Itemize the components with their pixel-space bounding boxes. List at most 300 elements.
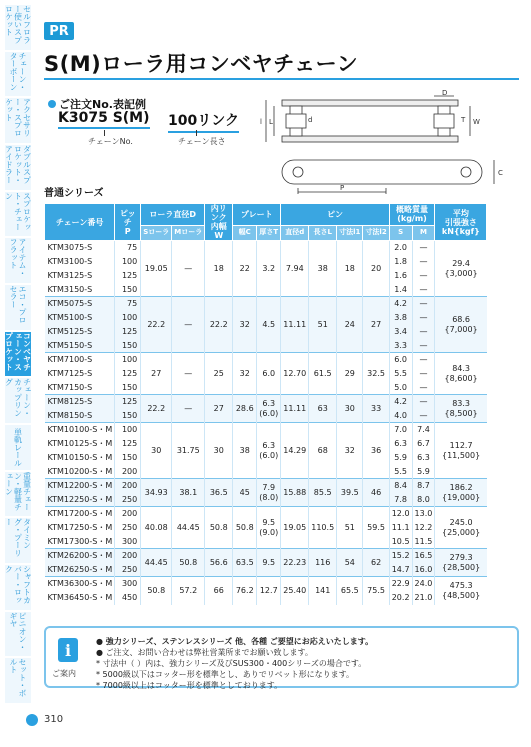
table-cell: 16.0 xyxy=(412,563,435,577)
table-cell: 150 xyxy=(115,339,141,353)
table-cell: 7.94 xyxy=(281,241,309,297)
notice-line: * 5000級以下はコッター形を標準とし、ありでリベット形になります。 xyxy=(96,670,354,679)
side-tab[interactable] xyxy=(4,284,32,331)
table-cell: KTM36450-S・M xyxy=(47,593,113,602)
table-cell: KTM17300-S・M xyxy=(47,536,113,546)
table-cell: KTM12200-S・M xyxy=(45,479,115,493)
table-cell: 14.29 xyxy=(281,423,309,479)
table-cell: 38 xyxy=(309,241,337,297)
table-cell: 7.4 xyxy=(412,423,435,437)
table-cell: 75 xyxy=(115,241,141,255)
col-chain-no: チェーン番号 xyxy=(45,204,115,241)
strength-kgf: {8,600} xyxy=(444,373,478,383)
table-cell: 6.3 xyxy=(412,451,435,465)
table-cell: 141 xyxy=(309,577,337,605)
table-cell: 56.6 xyxy=(205,549,233,577)
strength-kgf: {25,000} xyxy=(442,527,481,537)
table-cell: KTM5125-S xyxy=(45,325,115,339)
table-cell: — xyxy=(412,395,435,409)
table-cell: 20 xyxy=(363,241,389,297)
order-example-heading: ご注文No.表記例 xyxy=(48,96,146,112)
col-strength: 平均 引張強さ kN{kgf} xyxy=(435,204,487,241)
table-cell: 22.23 xyxy=(281,549,309,577)
table-cell: 22.2 xyxy=(141,395,172,423)
table-cell: KTM5100-S xyxy=(45,311,115,325)
table-cell: — xyxy=(412,353,435,367)
table-cell: KTM10200-S・M xyxy=(47,466,113,476)
table-cell: KTM17200-S・M xyxy=(45,507,115,521)
table-cell: 150 xyxy=(115,283,141,297)
table-row xyxy=(45,353,487,367)
table-cell: 20.2 xyxy=(389,591,412,605)
table-cell: 10.5 xyxy=(389,535,412,549)
table-cell: 32.5 xyxy=(363,353,389,395)
table-cell: 22.2 xyxy=(205,297,233,353)
side-index xyxy=(4,4,32,704)
table-cell xyxy=(257,395,281,423)
notice-line: ● ご注文、お問い合わせは弊社営業所までお願い致します。 xyxy=(96,648,313,657)
table-cell: 57.2 xyxy=(172,577,205,605)
table-cell: 62 xyxy=(363,549,389,577)
table-cell: 30 xyxy=(205,423,233,479)
plate-thickness: 6.3 xyxy=(262,398,276,408)
table-cell: 116 xyxy=(309,549,337,577)
table-cell: 15.88 xyxy=(281,479,309,507)
table-cell xyxy=(435,507,487,549)
table-cell xyxy=(257,241,281,297)
table-cell: 4.2 xyxy=(389,297,412,311)
table-cell: 110.5 xyxy=(309,507,337,549)
table-cell: 200 xyxy=(115,479,141,493)
table-cell: 3.4 xyxy=(389,325,412,339)
table-cell: 32 xyxy=(233,353,257,395)
side-tab[interactable] xyxy=(4,424,32,471)
table-row xyxy=(45,241,487,255)
table-cell xyxy=(257,549,281,577)
table-cell: 24.0 xyxy=(412,577,435,591)
table-row xyxy=(45,297,487,311)
table-cell: 5.9 xyxy=(412,465,435,479)
table-cell: 100 xyxy=(115,311,141,325)
table-cell: 30 xyxy=(141,423,172,479)
table-cell: 22.9 xyxy=(389,577,412,591)
table-cell: 50.8 xyxy=(172,549,205,577)
table-cell: 68 xyxy=(309,423,337,479)
table-cell: 45 xyxy=(233,479,257,507)
table-cell: 7.0 xyxy=(389,423,412,437)
table-cell: 38 xyxy=(233,423,257,479)
side-tab[interactable] xyxy=(4,377,32,424)
col-plate-c: 幅C xyxy=(233,225,257,240)
table-cell: 44.45 xyxy=(172,507,205,549)
notice-lines xyxy=(96,636,373,691)
table-cell: 75.5 xyxy=(363,577,389,605)
strength-kn: 475.3 xyxy=(449,580,473,590)
table-cell: 100 xyxy=(115,423,141,437)
table-cell: 5.0 xyxy=(389,381,412,395)
table-cell xyxy=(257,577,281,605)
table-cell: 13.0 xyxy=(412,507,435,521)
side-tab[interactable] xyxy=(4,471,32,518)
col-m-roller: Mローラ xyxy=(172,225,205,240)
table-cell: 36.5 xyxy=(205,479,233,507)
table-cell: 61.5 xyxy=(309,353,337,395)
side-tab-label: アクセサリー・スプロケット xyxy=(4,98,32,137)
strength-kn: 245.0 xyxy=(449,517,473,527)
dim-L-label: L xyxy=(269,118,273,126)
table-cell: 125 xyxy=(115,437,141,451)
table-cell: KTM3075-S xyxy=(45,241,115,255)
strength-kn: 112.7 xyxy=(449,440,473,450)
table-cell: 38.1 xyxy=(172,479,205,507)
table-cell: 27 xyxy=(363,297,389,353)
table-row xyxy=(45,395,487,409)
title-rule xyxy=(44,78,519,80)
order-example-link-note: チェーン長さ xyxy=(178,137,226,146)
table-cell: 32 xyxy=(233,297,257,353)
table-cell: 200 xyxy=(115,549,141,563)
notice-line: * 寸法中（ ）内は、強力シリーズ及びSUS300・400シリーズの場合です。 xyxy=(96,659,367,668)
table-cell: 50.8 xyxy=(205,507,233,549)
table-cell: 100 xyxy=(115,353,141,367)
table-cell: 300 xyxy=(115,577,141,591)
table-cell: 65.5 xyxy=(337,577,363,605)
strength-kn: 186.2 xyxy=(449,482,473,492)
table-cell: 1.6 xyxy=(389,269,412,283)
plate-thickness: 6.0 xyxy=(262,368,276,378)
table-cell: 6.3 xyxy=(389,437,412,451)
side-tab-label: ダブルスプロケット・アイドラー xyxy=(4,145,32,184)
side-tab-label: チェーン・ターボーン xyxy=(9,51,27,91)
table-cell: KTM17250-S・M xyxy=(47,523,113,532)
plate-thickness: 4.5 xyxy=(262,319,276,329)
table-cell: 6.7 xyxy=(412,437,435,451)
col-weight: 概略質量 (kg/m) xyxy=(389,204,435,226)
side-tab-label: エコ・プロセラー xyxy=(9,285,27,324)
side-tab[interactable] xyxy=(4,611,32,658)
order-example-code-note: チェーンNo. xyxy=(88,137,133,146)
dim-C-label: C xyxy=(498,169,503,177)
table-cell: KTM3125-S xyxy=(47,271,93,280)
info-icon: i xyxy=(58,638,78,662)
table-cell: 2.0 xyxy=(389,241,412,255)
table-cell: KTM26250-S・M xyxy=(45,563,115,577)
table-cell: 28.6 xyxy=(233,395,257,423)
table-cell: 51 xyxy=(337,507,363,549)
table-cell: — xyxy=(412,325,435,339)
col-pin-l1: 寸法l1 xyxy=(337,225,363,240)
table-cell xyxy=(435,395,487,423)
plate-thickness: 9.5 xyxy=(262,517,276,527)
side-tab-label: アイテム・フラット xyxy=(9,238,27,277)
table-cell: KTM10100-S・M xyxy=(45,423,115,437)
table-cell: 39.5 xyxy=(337,479,363,507)
table-cell: 40.08 xyxy=(141,507,172,549)
table-cell: 11.5 xyxy=(412,535,435,549)
table-row xyxy=(45,577,487,591)
side-tab[interactable] xyxy=(4,237,32,284)
table-cell: 5.5 xyxy=(389,367,412,381)
page-title: S(M)ローラ用コンベヤチェーン xyxy=(44,52,359,76)
table-cell: 125 xyxy=(115,367,141,381)
series-label: 普通シリーズ xyxy=(44,188,104,199)
plate-thickness: 3.2 xyxy=(262,263,276,273)
strength-kgf: {11,500} xyxy=(442,450,481,460)
side-tab-label: 重量チェーン・軽量チェーン xyxy=(4,471,32,511)
plate-thickness-alt: (6.0) xyxy=(259,408,279,418)
table-cell: 7.8 xyxy=(389,493,412,507)
table-cell: 12.0 xyxy=(389,507,412,521)
table-cell: 8.7 xyxy=(412,479,435,493)
table-cell xyxy=(435,297,487,353)
table-cell: KTM8125-S xyxy=(45,395,115,409)
table-cell: 5.9 xyxy=(389,451,412,465)
col-weight-s: S xyxy=(389,225,412,240)
col-s-roller: Sローラ xyxy=(141,225,172,240)
notice-box xyxy=(44,626,519,688)
table-cell: — xyxy=(412,241,435,255)
strength-kgf: {7,000} xyxy=(444,324,478,334)
table-cell: 30 xyxy=(337,395,363,423)
table-cell: 250 xyxy=(115,493,141,507)
table-cell: 25 xyxy=(205,353,233,395)
table-cell: 51 xyxy=(309,297,337,353)
col-plate: プレート xyxy=(233,204,281,226)
col-pitch: ピッチ P xyxy=(115,204,141,241)
order-example-code: K3075 S(M) xyxy=(58,110,150,129)
dim-T-label: T xyxy=(461,116,466,124)
side-tab[interactable] xyxy=(4,191,32,238)
table-cell: 32 xyxy=(337,423,363,479)
table-cell: 150 xyxy=(115,409,141,423)
strength-kgf: {19,000} xyxy=(442,492,481,502)
table-cell: KTM10150-S・M xyxy=(47,453,113,462)
table-cell: 450 xyxy=(115,591,141,605)
table-cell: KTM3150-S xyxy=(47,284,93,294)
pr-badge: PR xyxy=(44,22,74,40)
table-cell: 63 xyxy=(309,395,337,423)
table-cell xyxy=(435,423,487,479)
table-cell: 54 xyxy=(337,549,363,577)
table-cell: 8.0 xyxy=(412,493,435,507)
table-cell xyxy=(435,479,487,507)
table-cell xyxy=(435,549,487,577)
col-inner-width: 内リンク 内幅 W xyxy=(205,204,233,241)
table-cell: 250 xyxy=(115,563,141,577)
table-cell: KTM10125-S・M xyxy=(47,439,113,448)
table-cell: 12.70 xyxy=(281,353,309,395)
table-cell: 5.5 xyxy=(389,465,412,479)
table-cell: 36 xyxy=(363,423,389,479)
table-cell: KTM8150-S xyxy=(45,409,115,423)
table-cell: 125 xyxy=(115,269,141,283)
table-cell: 33 xyxy=(363,395,389,423)
table-cell: 27 xyxy=(141,353,172,395)
table-cell: 125 xyxy=(115,325,141,339)
table-cell: 11.1 xyxy=(389,521,412,535)
chain-diagram xyxy=(260,89,512,196)
table-cell: 12.2 xyxy=(412,521,435,535)
table-cell: 8.4 xyxy=(389,479,412,493)
table-cell: 44.45 xyxy=(141,549,172,577)
table-cell: 125 xyxy=(115,395,141,409)
side-tab-label: セット・ボルト xyxy=(9,658,27,697)
dim-P-label: P xyxy=(340,184,345,192)
notice-line: * 7000級以上はコッター形を標準としております。 xyxy=(96,681,283,690)
table-cell: 21.0 xyxy=(412,591,435,605)
side-tab-label: シャフトカバー・ロック xyxy=(4,565,32,604)
table-cell: 150 xyxy=(115,451,141,465)
table-cell: 66 xyxy=(205,577,233,605)
table-cell: — xyxy=(412,409,435,423)
side-tab-label: スプロケット・チェーン xyxy=(4,191,32,231)
table-row xyxy=(45,507,487,521)
table-cell: 75 xyxy=(115,297,141,311)
table-cell: 25.40 xyxy=(281,577,309,605)
strength-kgf: {8,500} xyxy=(444,408,478,418)
table-cell: 4.0 xyxy=(389,409,412,423)
order-example-link: 100リンク xyxy=(168,110,239,133)
side-tab[interactable] xyxy=(4,564,32,611)
table-cell: 11.11 xyxy=(281,395,309,423)
plate-thickness: 12.7 xyxy=(259,585,278,595)
col-pin-d: 直径d xyxy=(281,225,309,240)
table-cell: 27 xyxy=(205,395,233,423)
table-cell: 6.0 xyxy=(389,353,412,367)
table-cell: — xyxy=(412,255,435,269)
table-cell: 1.8 xyxy=(389,255,412,269)
spec-table xyxy=(44,203,487,605)
table-cell: KTM26200-S・M xyxy=(45,549,115,563)
table-cell: KTM5075-S xyxy=(45,297,115,311)
col-pin-l: 長さL xyxy=(309,225,337,240)
table-cell: KTM7150-S xyxy=(47,382,93,392)
side-tab-label: タイミング・プーリー xyxy=(4,518,32,557)
dim-l-label: l xyxy=(260,118,262,126)
table-cell: 3.3 xyxy=(389,339,412,353)
plate-thickness: 7.9 xyxy=(262,482,276,492)
col-weight-m: M xyxy=(412,225,435,240)
col-pin: ピン xyxy=(281,204,389,226)
table-cell: KTM7125-S xyxy=(47,369,93,378)
table-row xyxy=(45,479,487,493)
strength-kn: 83.3 xyxy=(452,398,470,408)
side-tab[interactable] xyxy=(4,4,32,51)
table-cell: — xyxy=(172,297,205,353)
table-cell: 85.5 xyxy=(309,479,337,507)
table-cell: 4.2 xyxy=(389,395,412,409)
table-cell: — xyxy=(412,297,435,311)
table-cell: 3.8 xyxy=(389,311,412,325)
table-cell xyxy=(257,353,281,395)
table-cell xyxy=(257,297,281,353)
table-cell: 15.2 xyxy=(389,549,412,563)
table-cell: 18 xyxy=(337,241,363,297)
bullet-icon xyxy=(48,100,56,108)
table-cell: — xyxy=(172,353,205,395)
table-row xyxy=(45,423,487,437)
table-cell xyxy=(257,507,281,549)
side-tab[interactable] xyxy=(4,144,32,191)
col-pin-l2: 寸法l2 xyxy=(363,225,389,240)
table-cell: KTM7100-S xyxy=(45,353,115,367)
table-cell: — xyxy=(412,339,435,353)
table-cell: 16.5 xyxy=(412,549,435,563)
table-cell: 100 xyxy=(115,255,141,269)
table-cell: 18 xyxy=(205,241,233,297)
table-cell: 76.2 xyxy=(233,577,257,605)
strength-kgf: {3,000} xyxy=(444,268,478,278)
table-cell: KTM36300-S・M xyxy=(45,577,115,591)
table-cell: 63.5 xyxy=(233,549,257,577)
table-cell: 59.5 xyxy=(363,507,389,549)
table-cell: 1.4 xyxy=(389,283,412,297)
table-cell: 46 xyxy=(363,479,389,507)
table-cell: 50.8 xyxy=(141,577,172,605)
dim-D-label: D xyxy=(442,89,448,97)
table-cell: 200 xyxy=(115,507,141,521)
table-cell: KTM12250-S・M xyxy=(45,493,115,507)
side-tab[interactable] xyxy=(4,51,32,98)
side-tab[interactable] xyxy=(4,517,32,564)
table-cell: — xyxy=(412,367,435,381)
dim-d-label: d xyxy=(308,116,313,124)
table-cell: — xyxy=(412,283,435,297)
side-tab[interactable] xyxy=(4,331,32,378)
side-tab-label: ピニオン・ギヤ xyxy=(9,611,27,651)
side-tab[interactable] xyxy=(4,657,32,704)
table-cell: — xyxy=(172,241,205,297)
strength-kn: 29.4 xyxy=(452,258,470,268)
table-cell: 300 xyxy=(115,535,141,549)
side-tab[interactable] xyxy=(4,97,32,144)
table-cell: 19.05 xyxy=(141,241,172,297)
table-cell: 22.2 xyxy=(141,297,172,353)
table-cell: 200 xyxy=(115,465,141,479)
table-cell xyxy=(257,479,281,507)
table-cell: 50.8 xyxy=(233,507,257,549)
side-tab-label: 単軌レール xyxy=(13,428,23,467)
table-cell: 34.93 xyxy=(141,479,172,507)
table-cell: KTM5150-S xyxy=(45,339,115,353)
strength-kgf: {28,500} xyxy=(442,562,481,572)
table-cell xyxy=(435,353,487,395)
table-cell: 250 xyxy=(115,521,141,535)
page-number-dot xyxy=(26,714,38,726)
strength-kn: 84.3 xyxy=(452,363,470,373)
table-cell: 11.11 xyxy=(281,297,309,353)
notice-line: ● 強力シリーズ、ステンレスシリーズ 他、各種 ご要望にお応えいたします。 xyxy=(96,637,374,646)
table-cell: KTM3100-S xyxy=(47,257,93,266)
notice-label: ご案内 xyxy=(52,669,76,678)
table-cell: 22 xyxy=(233,241,257,297)
side-tab-label: コンベヤチェーン・スプロケット xyxy=(4,331,32,371)
table-cell: 19.05 xyxy=(281,507,309,549)
plate-thickness-alt: (9.0) xyxy=(259,527,279,537)
table-cell: — xyxy=(412,269,435,283)
table-cell xyxy=(435,241,487,297)
table-cell: 29 xyxy=(337,353,363,395)
plate-thickness: 9.5 xyxy=(262,557,276,567)
table-cell: 14.7 xyxy=(389,563,412,577)
col-plate-t: 厚さT xyxy=(257,225,281,240)
side-tab-label: セルフロラー使いスプロケット xyxy=(4,5,32,44)
strength-kn: 68.6 xyxy=(452,314,470,324)
side-tab-label: チェーン・カップリング xyxy=(4,378,32,417)
table-row xyxy=(45,549,487,563)
col-roller-dia: ローラ直径D xyxy=(141,204,205,226)
page-number: 310 xyxy=(44,714,64,725)
